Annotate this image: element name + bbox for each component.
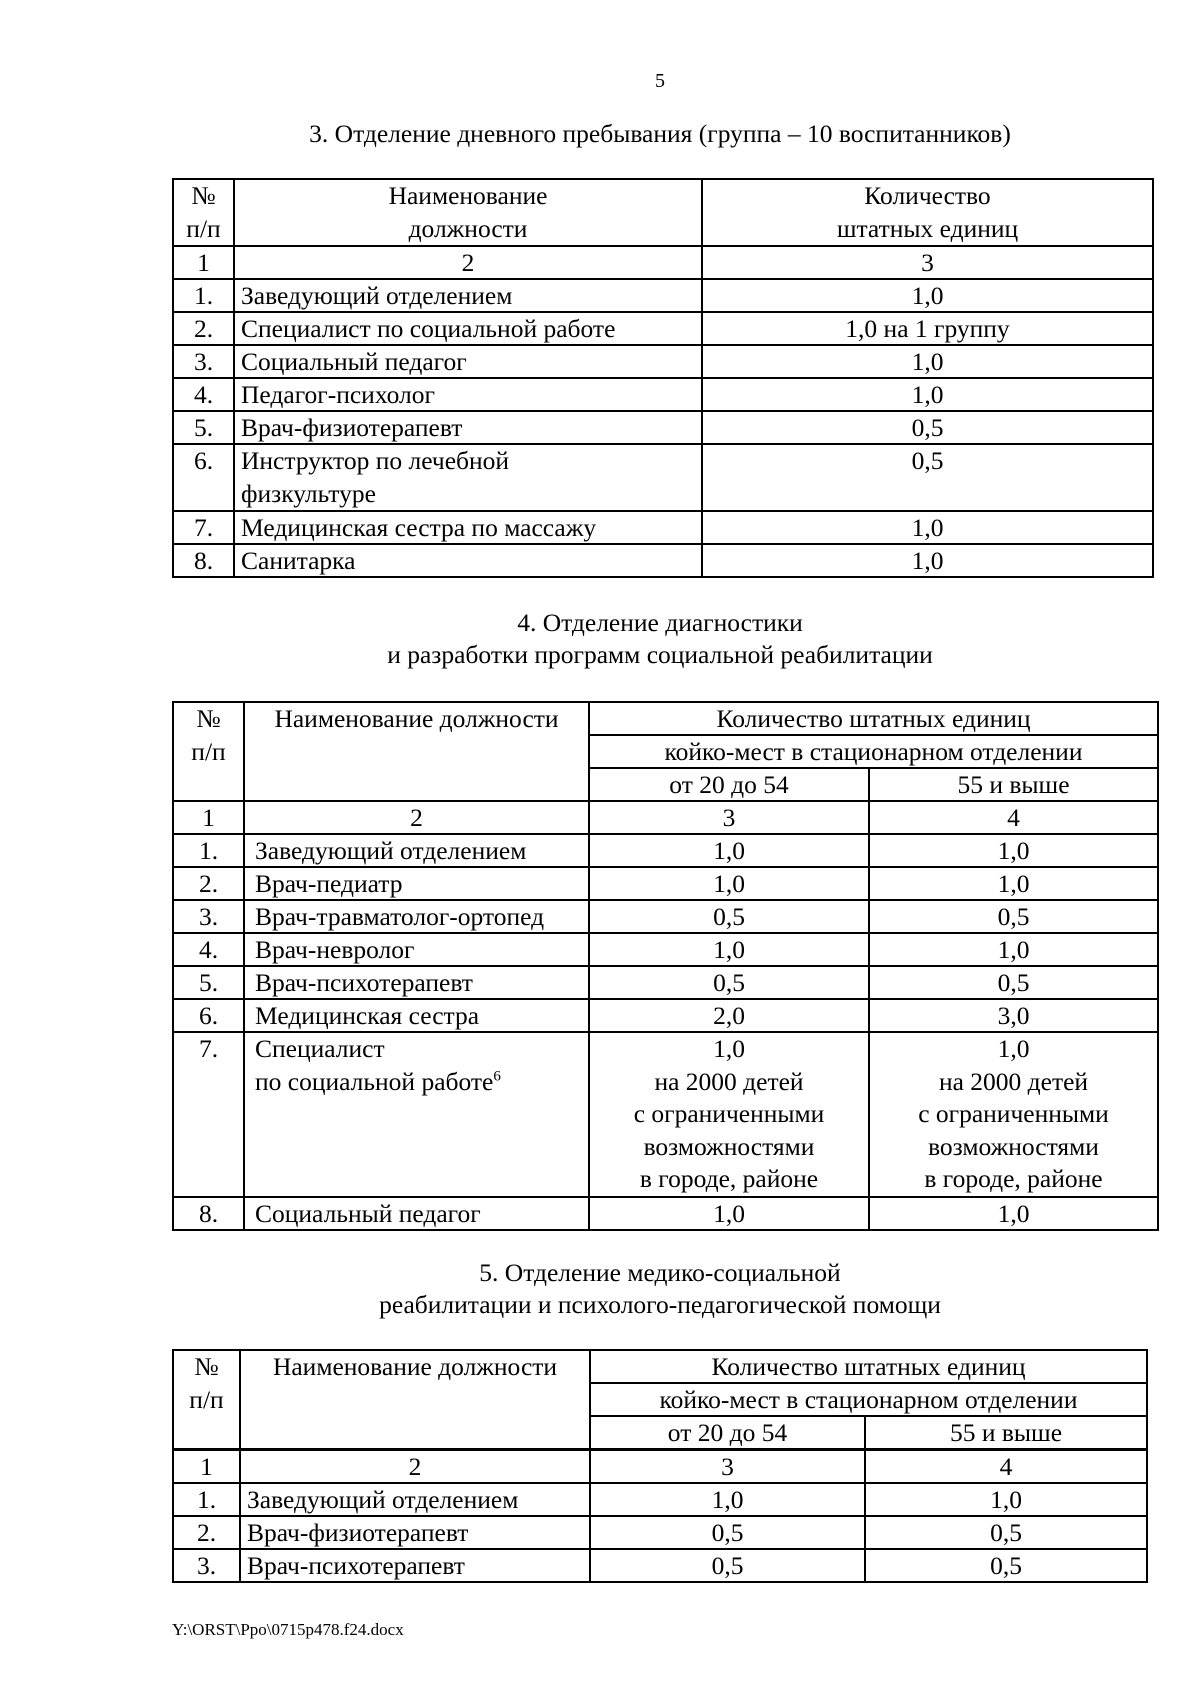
table-row: 2. Врач-физиотерапевт 0,5 0,5 — [173, 1516, 1147, 1549]
table-row: 5. Врач-психотерапевт 0,5 0,5 — [173, 966, 1158, 999]
section-4-table — [172, 701, 1159, 1231]
section-3-table — [172, 178, 1154, 578]
index-row: 1 2 3 4 — [173, 801, 1158, 834]
header-beds: койко-мест в стационарном отделении — [589, 735, 1158, 768]
table-row: 1. Заведующий отделением 1,0 — [173, 279, 1153, 312]
table-row: 8. Санитарка 1,0 — [173, 544, 1153, 577]
page-number: 5 — [655, 70, 665, 92]
header-num: № п/п — [173, 702, 244, 801]
header-qty: Количество штатных единиц — [589, 702, 1158, 735]
table-row: 4. Врач-невролог 1,0 1,0 — [173, 933, 1158, 966]
header-qty: Количество штатных единиц — [590, 1350, 1147, 1383]
row-c4: 1,0 на 2000 детей с ограниченными возможностями в городе, районе — [869, 1032, 1158, 1197]
section-4-title: 4. Отделение диагностики и разработки программ социальной реабилитации — [387, 608, 933, 669]
row-c3: 1,0 на 2000 детей с ограниченными возможностями в городе, районе — [589, 1032, 869, 1197]
section-5-title: 5. Отделение медико-социальной реабилитации и психолого-педагогической помощи — [379, 1258, 941, 1319]
table-row: 1. Заведующий отделением 1,0 1,0 — [173, 834, 1158, 867]
section-5-table — [172, 1349, 1148, 1583]
header-qty: Количество штатных единиц — [702, 179, 1153, 246]
table-row: 2. Врач-педиатр 1,0 1,0 — [173, 867, 1158, 900]
table-row: 6. Инструктор по лечебной физкультуре 0,5 — [173, 444, 1153, 511]
table-header-row — [173, 179, 1153, 246]
footer-file-path: Y:\ORST\Ppo\0715p478.f24.docx — [172, 1620, 404, 1639]
header-beds: койко-мест в стационарном отделении — [590, 1383, 1147, 1416]
header-num: № п/п — [173, 1350, 240, 1450]
row-name: Специалист по социальной работе$^6$ — [244, 1032, 589, 1197]
table-row: 4. Педагог-психолог 1,0 — [173, 378, 1153, 411]
table-row: 3. Социальный педагог 1,0 — [173, 345, 1153, 378]
table-row: 8. Социальный педагог 1,0 1,0 — [173, 1197, 1158, 1230]
table-header-row — [173, 702, 1158, 735]
header-num: № п/п — [173, 179, 234, 246]
index-row: 1 2 3 — [173, 246, 1153, 279]
index-row: 1 2 3 4 — [173, 1450, 1147, 1484]
table-row: 1. Заведующий отделением 1,0 1,0 — [173, 1483, 1147, 1516]
header-name: Наименование должности — [234, 179, 702, 246]
table-row: 7. Специалист по социальной работе$^6$ 1,0 на 2000 детей с ограниченными возможностями в городе, районе 1,0 на 2000 детей с ограниченными возможностями в городе, районе — [173, 1032, 1158, 1197]
table-row: 3. Врач-психотерапевт 0,5 0,5 — [173, 1549, 1147, 1582]
section-3-title: 3. Отделение дневного пребывания (группа – 10 воспитанников) — [309, 119, 1011, 148]
header-col3: от 20 до 54 — [589, 768, 869, 801]
header-col4: 55 и выше — [865, 1416, 1147, 1450]
header-col3: от 20 до 54 — [590, 1416, 865, 1450]
footnote-marker: 6 — [493, 1068, 501, 1084]
table-row: 2. Специалист по социальной работе 1,0 на 1 группу — [173, 312, 1153, 345]
header-name: Наименование должности — [244, 702, 589, 801]
row-name: Инструктор по лечебной физкультуре — [234, 444, 702, 511]
table-row: 7. Медицинская сестра по массажу 1,0 — [173, 511, 1153, 544]
table-row: 6. Медицинская сестра 2,0 3,0 — [173, 999, 1158, 1032]
header-col4: 55 и выше — [869, 768, 1158, 801]
table-row: 5. Врач-физиотерапевт 0,5 — [173, 411, 1153, 444]
header-name: Наименование должности — [240, 1350, 590, 1450]
table-row: 3. Врач-травматолог-ортопед 0,5 0,5 — [173, 900, 1158, 933]
table-header-row — [173, 1350, 1147, 1383]
